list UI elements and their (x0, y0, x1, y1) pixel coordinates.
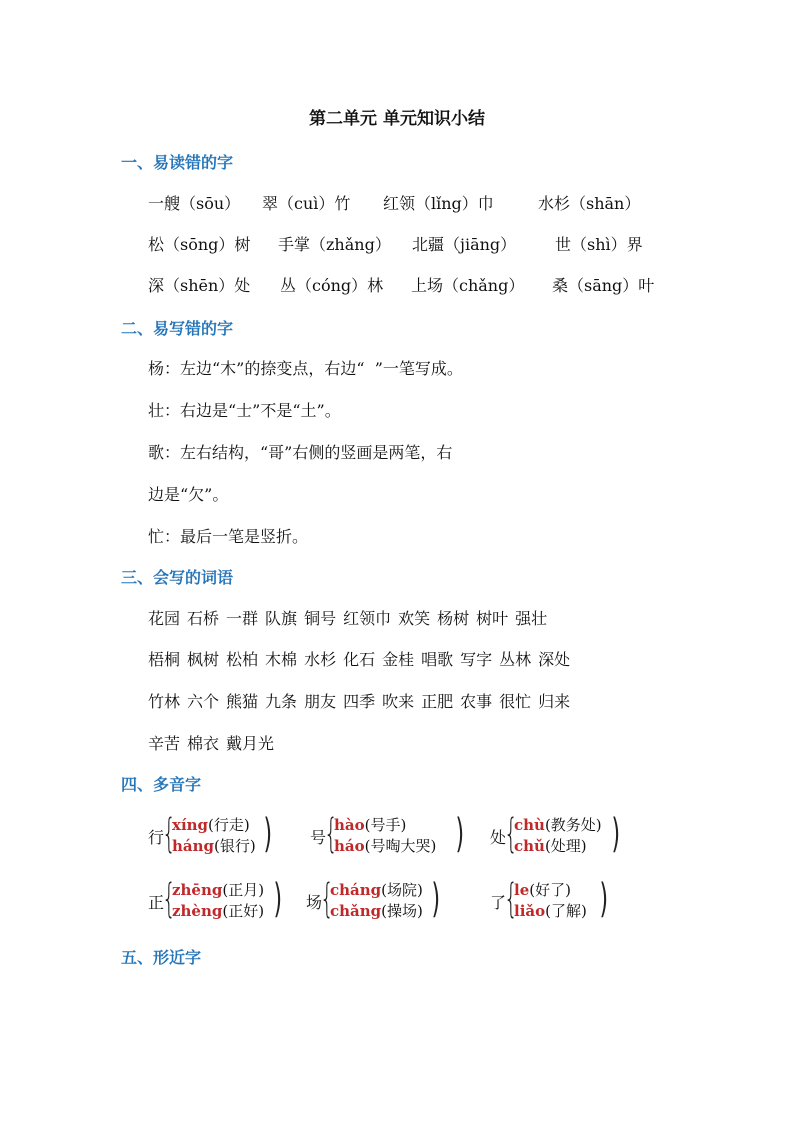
polyphone-char: 处 (490, 828, 507, 847)
word-row (148, 689, 577, 712)
word: 很忙 (499, 692, 532, 711)
word: 吹来 (382, 692, 415, 711)
pinyin: le (514, 881, 530, 899)
pinyin: háng (172, 837, 215, 855)
left-brace: { (162, 876, 176, 922)
word: 深处 (538, 650, 571, 669)
right-paren: ) (611, 811, 621, 857)
word: 梧桐 (148, 650, 181, 669)
example-word: (场院) (381, 881, 423, 899)
example-word: (操场) (381, 902, 423, 920)
word: 红领巾 (343, 609, 392, 628)
word: 树叶 (476, 609, 509, 628)
polyphone-group (306, 876, 446, 923)
word: 朋友 (304, 692, 337, 711)
word-row (148, 647, 577, 670)
example-word: (了解) (545, 902, 587, 920)
misread-item: 桑（sāng）叶 (552, 276, 655, 295)
pinyin: zhēng (172, 881, 223, 899)
left-brace: { (504, 811, 518, 857)
miswrite-note: 歌：左右结构，“哥”右侧的竖画是两笔，右 (148, 443, 453, 462)
word: 九条 (265, 692, 298, 711)
word: 辛苦 (148, 734, 181, 753)
word: 水杉 (304, 650, 337, 669)
miswrite-note: 壮：右边是“士”不是“土”。 (148, 401, 341, 420)
right-paren: ) (263, 811, 273, 857)
pinyin: hào (334, 816, 365, 834)
word: 石桥 (187, 609, 220, 628)
misread-item: 水杉（shān） (538, 194, 641, 213)
section-heading-similar-chars: 五、形近字 (121, 948, 202, 967)
example-word: (教务处) (544, 816, 602, 834)
polyphone-group (148, 876, 288, 923)
pinyin: háo (334, 837, 365, 855)
word: 四季 (343, 692, 376, 711)
word: 正肥 (421, 692, 454, 711)
misread-item: 深（shēn）处 (148, 276, 251, 295)
left-brace: { (504, 876, 518, 922)
pinyin: zhèng (172, 902, 223, 920)
word: 木棉 (265, 650, 298, 669)
word: 松柏 (226, 650, 259, 669)
word-row (148, 606, 554, 629)
right-paren: ) (273, 876, 283, 922)
polyphone-char: 场 (306, 893, 323, 912)
left-brace: { (162, 811, 176, 857)
pinyin: cháng (330, 881, 382, 899)
word: 丛林 (499, 650, 532, 669)
polyphone-char: 号 (310, 828, 327, 847)
right-paren: ) (431, 876, 441, 922)
word: 农事 (460, 692, 493, 711)
polyphone-group (490, 811, 630, 858)
right-paren: ) (455, 811, 465, 857)
misread-item: 一艘（sōu） (148, 194, 241, 213)
miswrite-note: 忙：最后一笔是竖折。 (148, 527, 309, 546)
misread-item: 松（sōng）树 (148, 235, 251, 254)
right-paren: ) (599, 876, 609, 922)
section-heading-misread: 一、易读错的字 (121, 153, 234, 172)
word: 铜号 (304, 609, 337, 628)
miswrite-note: 杨：左边“木”的捺变点，右边“ ”一笔写成。 (148, 359, 463, 378)
example-word: (正月) (222, 881, 265, 899)
pinyin: chǎng (330, 902, 382, 920)
word: 队旗 (265, 609, 298, 628)
miswrite-note: 边是“欠”。 (148, 485, 229, 504)
polyphone-char: 了 (490, 893, 507, 912)
word: 强壮 (515, 609, 548, 628)
word: 唱歌 (421, 650, 454, 669)
pinyin: liǎo (514, 902, 546, 920)
word: 金桂 (382, 650, 415, 669)
word: 六个 (187, 692, 220, 711)
pinyin: chǔ (514, 837, 545, 855)
word: 欢笑 (398, 609, 431, 628)
word: 熊猫 (226, 692, 259, 711)
polyphone-char: 正 (148, 893, 165, 912)
section-heading-polyphones: 四、多音字 (121, 775, 202, 794)
word: 一群 (226, 609, 259, 628)
misread-item: 翠（cuì）竹 (262, 194, 351, 213)
word: 花园 (148, 609, 181, 628)
example-word: (号啕大哭) (364, 837, 437, 855)
misread-item: 世（shì）界 (555, 235, 643, 254)
word: 戴月光 (226, 734, 275, 753)
pinyin: chù (514, 816, 545, 834)
word-row (148, 731, 281, 754)
word: 杨树 (437, 609, 470, 628)
word: 棉衣 (187, 734, 220, 753)
example-word: (好了) (529, 881, 571, 899)
misread-item: 红领（lǐng）巾 (383, 194, 494, 213)
word: 归来 (538, 692, 571, 711)
misread-item: 丛（cóng）林 (280, 276, 384, 295)
left-brace: { (324, 811, 338, 857)
misread-item: 北疆（jiāng） (412, 235, 517, 254)
word: 枫树 (187, 650, 220, 669)
example-word: (银行) (214, 837, 256, 855)
pinyin: xíng (172, 816, 209, 834)
left-brace: { (320, 876, 334, 922)
word: 竹林 (148, 692, 181, 711)
polyphone-group (148, 811, 278, 858)
polyphone-char: 行 (148, 828, 165, 847)
example-word: (行走) (208, 816, 250, 834)
example-word: (处理) (544, 837, 587, 855)
polyphone-group (490, 876, 620, 923)
misread-item: 上场（chǎng） (411, 276, 525, 295)
example-word: (号手) (364, 816, 407, 834)
word: 写字 (460, 650, 493, 669)
section-heading-words: 三、会写的词语 (121, 568, 234, 587)
polyphone-group (310, 811, 470, 858)
example-word: (正好) (222, 902, 265, 920)
misread-item: 手掌（zhǎng） (278, 235, 391, 254)
page-title: 第二单元 单元知识小结 (309, 109, 485, 129)
section-heading-miswrite: 二、易写错的字 (121, 319, 234, 338)
word: 化石 (343, 650, 376, 669)
